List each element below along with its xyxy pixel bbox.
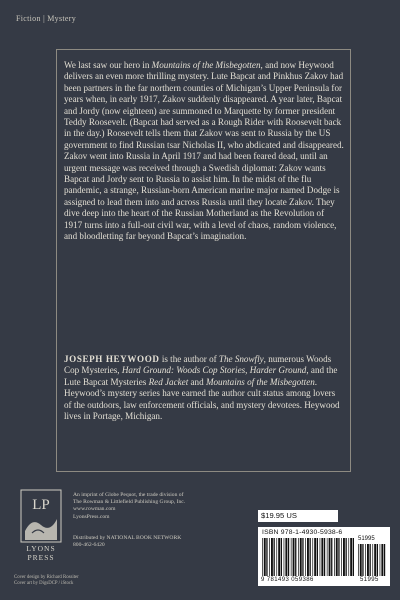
- barcode-bar: [262, 538, 263, 576]
- barcode-bar: [305, 538, 306, 576]
- barcode-bar: [285, 538, 287, 576]
- barcode-bar: [320, 538, 321, 576]
- barcode-bar: [353, 538, 354, 576]
- barcode-bar: [362, 544, 363, 576]
- barcode-bar: [336, 538, 338, 576]
- blurb-book-title: Mountains of the Misbegotten: [151, 60, 261, 70]
- barcode-bar: [360, 544, 362, 576]
- barcode-bar: [293, 538, 295, 576]
- barcode-box: [258, 527, 390, 586]
- bio-part: and: [188, 376, 206, 387]
- barcode-bar: [350, 538, 352, 576]
- blurb-part: , and now Heywood delivers an even more thrilling mystery. Lute Bapcat and Pinkhus Zakov had been partners in the far northern counties of Michigan’s Upper Peninsula for years when, in early 1917, Zakov suddenly disappeared. A year later, Bapcat and Jordy (now eighteen) are summoned to Marquette by former president Teddy Roosevelt. (Bapcat had served as a Rough Rider with Roosevelt back in the day.) Roosevelt tells them that Zakov was sent to Russia by the US government to find Russian tsar Nicholas II, who abdicated and disappeared. Zakov went into Russia in April 1917 and had been feared dead, until an urgent message was received through a Swedish diplomat: Zakov wants Bapcat and Jordy sent to Russia to assist him. In the midst of the flu pandemic, a strange, Russian-born American marine major named Dodge is assigned to lead them into and across Russia until they locate Zakov. They dive deep into the heart of the Russian Motherland as the Revolution of 1917 turns into a full-out civil war, with a level of chaos, random violence, and bloodletting far beyond Bapcat’s imagination.: [64, 60, 344, 242]
- barcode-bar: [278, 538, 280, 576]
- bio-book-title: The Snowfly: [218, 354, 264, 364]
- barcode-bar: [329, 538, 331, 576]
- barcode-bar: [310, 538, 311, 576]
- barcode-bar: [327, 538, 328, 576]
- imprint-line: www.rowman.com: [73, 506, 116, 513]
- logo-name-line-1: LYONS: [26, 544, 56, 553]
- barcode-bar: [295, 538, 296, 576]
- barcode-bar: [370, 544, 371, 576]
- barcode-bar: [291, 538, 292, 576]
- cover-credits: [14, 575, 174, 587]
- price-code-text: 51995: [358, 536, 375, 542]
- barcode-bar: [341, 538, 342, 576]
- barcode-bar: [384, 544, 385, 576]
- distributor-info: [73, 535, 223, 549]
- barcode-bar: [300, 538, 302, 576]
- imprint-line: LyonsPress.com: [73, 513, 110, 520]
- bio-part: ,: [245, 365, 250, 376]
- distributor-phone: 800-462-6420: [73, 542, 105, 549]
- bio-book-title: Harder Ground: [249, 365, 307, 376]
- barcode-bar: [317, 538, 318, 576]
- barcode-bar: [266, 538, 267, 576]
- distributor-line: Distributed by NATIONAL BOOK NETWORK: [73, 535, 182, 541]
- imprint-info: [73, 492, 223, 521]
- logo-name-line-2: PRESS: [27, 553, 55, 562]
- author-name: JOSEPH HEYWOOD: [64, 354, 160, 364]
- barcode-bar: [264, 538, 266, 576]
- price-label: $19.95 US: [258, 510, 338, 522]
- barcode-bar: [324, 538, 325, 576]
- genre-label: Fiction | Mystery: [16, 14, 77, 23]
- barcode-bar: [346, 538, 347, 576]
- barcode-bar: [381, 544, 383, 576]
- barcode-bar: [314, 538, 316, 576]
- barcode-bar: [348, 538, 349, 576]
- blurb-part: We last saw our hero in: [64, 60, 152, 70]
- barcode-bar: [302, 538, 303, 576]
- bio-book-title: Mountains of the Misbegotten: [205, 376, 315, 387]
- barcode-bar: [367, 544, 369, 576]
- barcode-bar: [334, 538, 335, 576]
- barcode-bar: [271, 538, 273, 576]
- cover-art-credit: Cover art by DigsDCP / iStock: [14, 581, 74, 586]
- bio-part: is the author of: [159, 354, 219, 364]
- barcode-bar: [377, 544, 378, 576]
- barcode-bar: [276, 538, 277, 576]
- bio-book-title: Hard Ground: Woods Cop Stories: [121, 365, 246, 376]
- barcode-bar: [312, 538, 313, 576]
- barcode-bar: [374, 544, 376, 576]
- barcode-bar: [331, 538, 332, 576]
- barcode-bar: [338, 538, 339, 576]
- barcode-bar: [321, 538, 323, 576]
- barcode-bar: [284, 538, 285, 576]
- ean-digits: 9 781493 059386: [261, 577, 314, 583]
- author-bio: [64, 354, 344, 422]
- cover-design-credit: Cover design by Richard Rossiter: [14, 575, 79, 580]
- price-code-digits: 51995: [360, 577, 379, 583]
- bio-book-title: Red Jacket: [148, 376, 189, 387]
- price-barcode-icon: [358, 544, 386, 576]
- bio-part: , and the Lute Bapcat Mysteries: [64, 365, 338, 387]
- ean-barcode-icon: [262, 538, 354, 576]
- barcode-bar: [365, 544, 366, 576]
- isbn-text: ISBN 978-1-4930-5938-6: [262, 529, 343, 536]
- barcode-bar: [343, 538, 345, 576]
- barcode-bar: [358, 544, 359, 576]
- barcode-bar: [274, 538, 275, 576]
- bio-part: , numerous Woods Cop Mysteries,: [64, 354, 332, 376]
- barcode-bar: [288, 538, 289, 576]
- imprint-line: The Rowman & Littlefield Publishing Group, Inc.: [73, 499, 186, 506]
- bio-part: . Heywood’s mystery series have earned the author cult status among lovers of the outdoors, law enforcement officials, and mystery devotees. Heywood lives in Portage, Michigan.: [64, 376, 340, 422]
- logo-letters: LP: [32, 497, 50, 513]
- barcode-bar: [281, 538, 282, 576]
- blurb-text: [64, 60, 344, 243]
- barcode-bar: [307, 538, 309, 576]
- imprint-line: An imprint of Globe Pequot, the trade division of: [73, 492, 184, 498]
- barcode-bar: [298, 538, 299, 576]
- lyons-press-logo-icon: [20, 489, 62, 564]
- barcode-bar: [372, 544, 373, 576]
- barcode-bar: [380, 544, 381, 576]
- barcode-bar: [269, 538, 270, 576]
